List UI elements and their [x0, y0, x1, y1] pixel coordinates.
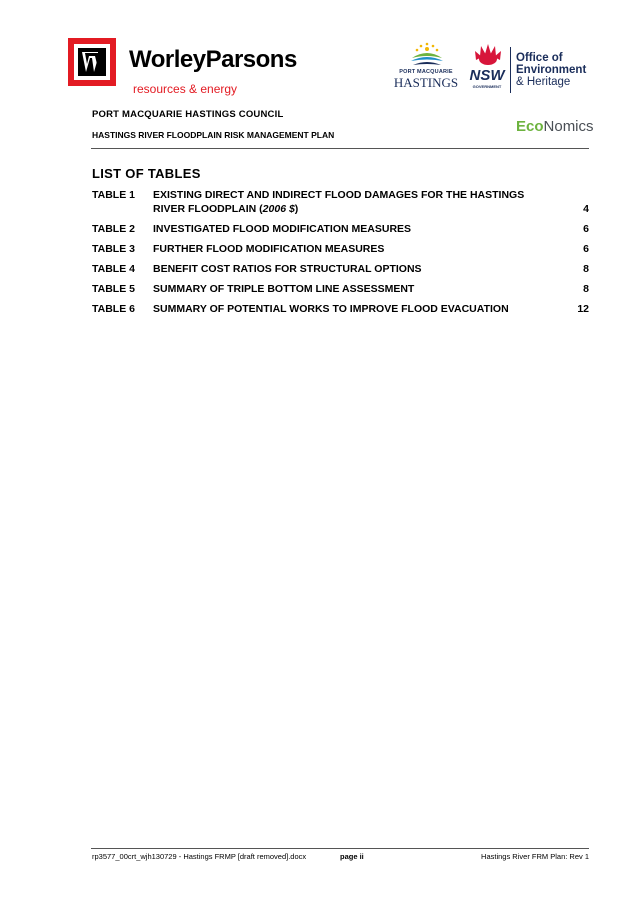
footer-document-ref: Hastings River FRM Plan: Rev 1	[481, 852, 589, 861]
oeh-line-1: Office of	[516, 52, 563, 64]
oeh-divider	[510, 47, 511, 93]
list-of-tables-heading: LIST OF TABLES	[92, 166, 201, 181]
footer-rule	[91, 848, 589, 849]
toc-entry-title-part-b: )	[294, 203, 299, 215]
pmh-logo-big-text: HASTINGS	[393, 75, 459, 90]
oeh-logo-text	[516, 52, 586, 88]
toc-entry-title: SUMMARY OF TRIPLE BOTTOM LINE ASSESSMENT	[153, 283, 415, 295]
toc-entry-title: FURTHER FLOOD MODIFICATION MEASURES	[153, 243, 385, 255]
toc-entry-label: TABLE 1	[92, 189, 135, 201]
toc-entry-title	[153, 188, 543, 216]
toc-entry-label: TABLE 5	[92, 283, 135, 295]
toc-entry-table-5[interactable]	[92, 282, 589, 296]
company-name: WorleyParsons	[129, 46, 297, 73]
toc-entry-page: 8	[583, 263, 589, 275]
toc-entry-title: INVESTIGATED FLOOD MODIFICATION MEASURES	[153, 223, 412, 235]
toc-entry-title: BENEFIT COST RATIOS FOR STRUCTURAL OPTIONS	[153, 263, 422, 275]
project-title: HASTINGS RIVER FLOODPLAIN RISK MANAGEMENT PLAN	[92, 130, 335, 140]
toc-entry-title-italic: 2006 $	[262, 203, 295, 215]
toc-entry-label: TABLE 4	[92, 263, 135, 275]
toc-entry-table-2[interactable]	[92, 222, 589, 236]
toc-entry-table-6[interactable]	[92, 302, 589, 316]
nsw-logo-text: NSW	[469, 67, 505, 84]
toc-entry-label: TABLE 3	[92, 243, 135, 255]
toc-entry-label: TABLE 2	[92, 223, 135, 235]
toc-entry-table-4[interactable]	[92, 262, 589, 276]
economics-logo-nomics: Nomics	[543, 118, 594, 135]
footer-page-number: page ii	[340, 852, 364, 861]
economics-logo	[516, 118, 594, 135]
company-tagline: resources & energy	[133, 82, 238, 96]
oeh-line-3: & Heritage	[516, 76, 571, 88]
toc-entry-table-1[interactable]	[92, 188, 589, 216]
worleyparsons-logo-icon	[68, 38, 116, 86]
footer-filename: rp3577_00crt_wjh130729 - Hastings FRMP [draft removed].docx	[92, 852, 307, 861]
economics-logo-eco: Eco	[516, 118, 544, 135]
nsw-government-text: GOVERNMENT	[472, 84, 502, 89]
toc-entry-label: TABLE 6	[92, 303, 135, 315]
toc-entry-page: 6	[583, 243, 589, 255]
client-name: PORT MACQUARIE HASTINGS COUNCIL	[92, 109, 284, 120]
toc-entry-page: 4	[583, 203, 589, 215]
toc-entry-title-part-a: EXISTING DIRECT AND INDIRECT FLOOD DAMAGES FOR THE HASTINGS RIVER FLOODPLAIN (	[153, 189, 525, 215]
header-rule	[91, 148, 589, 149]
toc-entry-page: 6	[583, 223, 589, 235]
toc-entry-page: 12	[577, 303, 589, 315]
oeh-line-2: Environment	[516, 64, 587, 76]
pmh-logo-small-text: PORT MACQUARIE	[399, 69, 453, 75]
toc-entry-title: SUMMARY OF POTENTIAL WORKS TO IMPROVE FLOOD EVACUATION	[153, 303, 509, 315]
toc-entry-table-3[interactable]	[92, 242, 589, 256]
toc-entry-page: 8	[583, 283, 589, 295]
